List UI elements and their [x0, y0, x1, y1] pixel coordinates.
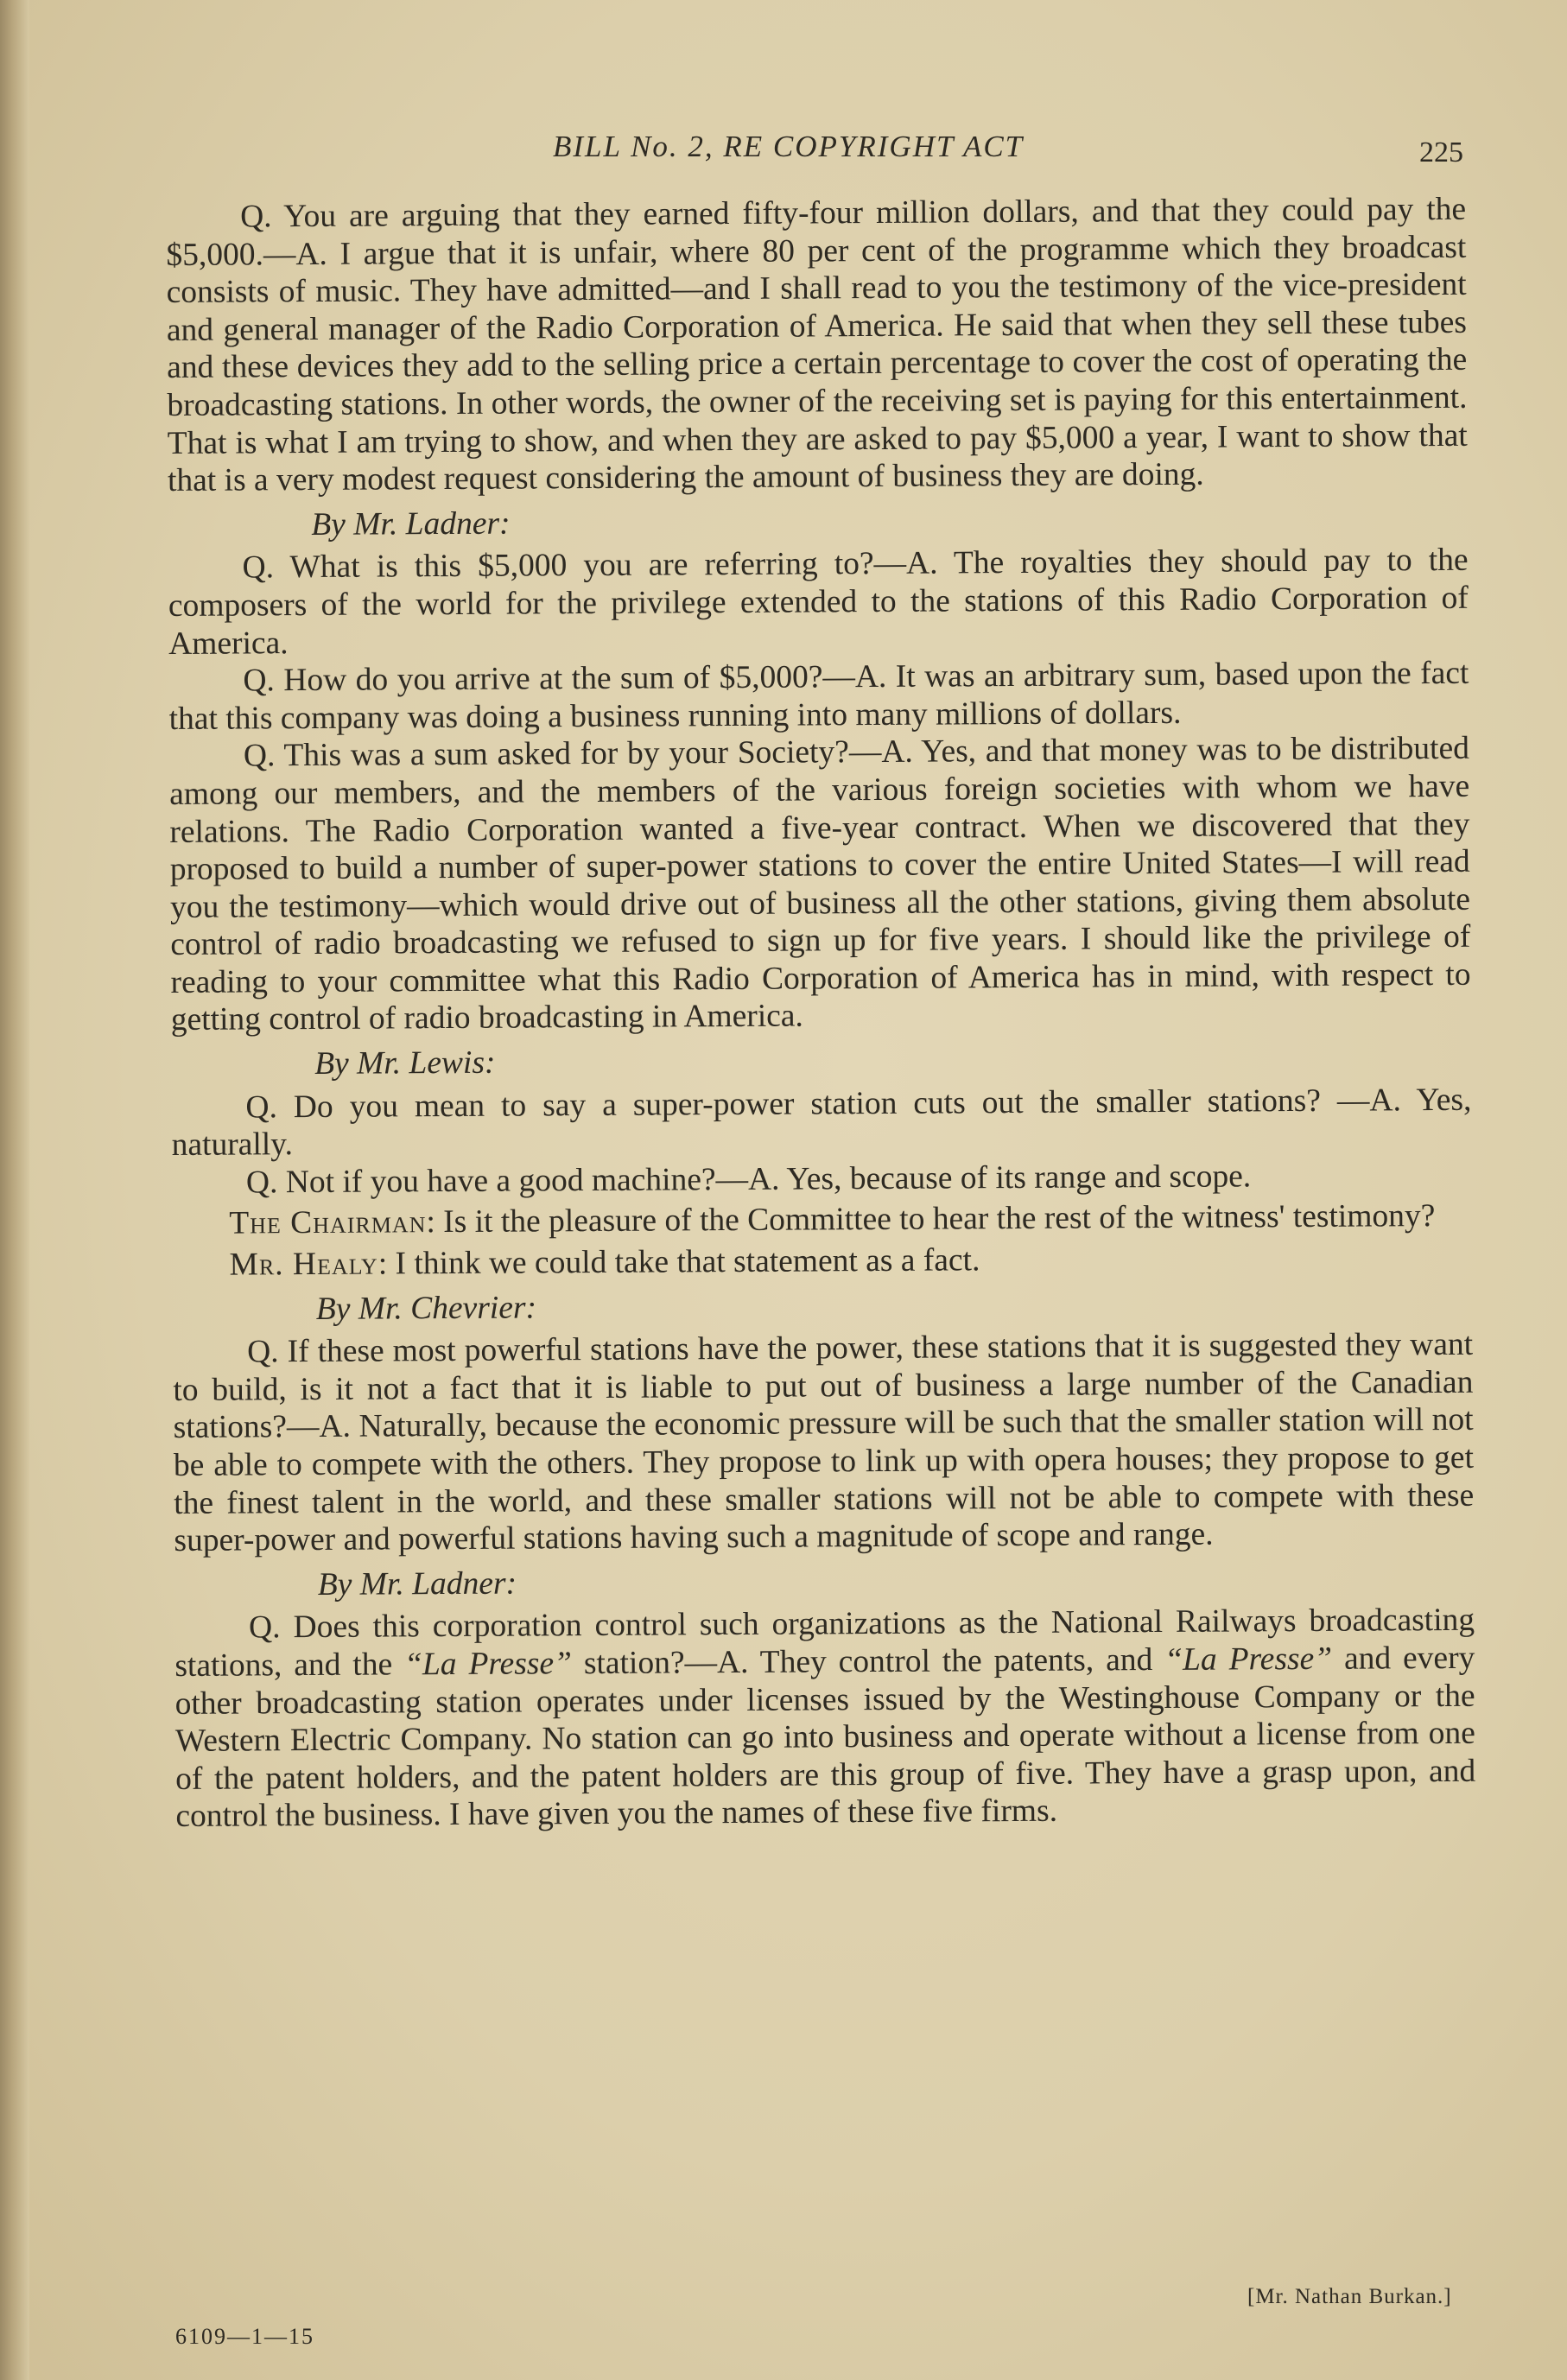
page-header: [553, 130, 1463, 173]
body-text: [166, 191, 1476, 1836]
print-reference: 6109—1—15: [175, 2324, 314, 2349]
text-run: and every other broadcasting station operates under licenses issued by the Westinghouse Company or the Western Electric Company. No station can go into business and operate without a license from one of the patent holders, and the patent holders are this group of five. They have a grasp upon, and control the business. I have given you the names of these five firms.: [174, 1640, 1476, 1835]
text-run: station?—A. They control the patents, and: [571, 1641, 1165, 1682]
witness-attribution: [Mr. Nathan Burkan.]: [1247, 2285, 1452, 2308]
speaker-name: Mr. Healy: [229, 1246, 378, 1283]
speaker-paragraph: Mr. Healy: I think we could take that statement as a fact.: [229, 1242, 980, 1283]
speaker-paragraph: The Chairman: Is it the pleasure of the Committee to hear the rest of the witness' testimony?: [229, 1198, 1436, 1242]
paragraph: Q. You are arguing that they earned fifty-four million dollars, and that they could pay the $5,000.—A. I argue that it is unfair, where 80 per cent of the programme which they broadcast consists of music. They have admitted—and I shall read to you the testimony of the vice-president and general manager of the Radio Corporation of America. He said that when they sell these tubes and these devices they add to the selling price a certain percentage to cover the cost of operating the broadcasting stations. In other words, the owner of the receiving set is paying for this entertainment. That is what I am trying to show, and when they are asked to pay $5,000 a year, I want to show that that is a very modest request considering the amount of business they are doing.: [166, 191, 1468, 499]
paragraph: Q. How do you arrive at the sum of $5,000?—A. It was an arbitrary sum, based upon the fact that this company was doing a business running into many millions of dollars.: [168, 655, 1469, 737]
examiner-heading: By Mr. Chevrier:: [315, 1290, 537, 1327]
paragraph: Q. Do you mean to say a super-power station cuts out the smaller stations? —A. Yes, naturally.: [171, 1082, 1472, 1164]
paragraph: Q. What is this $5,000 you are referring to?—A. The royalties they should pay to the composers of the world for the privilege extended to the stations of this Radio Corporation of America.: [168, 543, 1469, 662]
examiner-heading: By Mr. Ladner:: [317, 1565, 517, 1603]
running-title: BILL No. 2, RE COPYRIGHT ACT: [553, 130, 1025, 163]
italic-station-name: “La Presse”: [403, 1646, 573, 1683]
page-number: 225: [1419, 136, 1463, 168]
book-binding-edge: [0, 0, 29, 2380]
paragraph: Q. This was a sum asked for by your Society?—A. Yes, and that money was to be distributed among our members, and the members of the various foreign societies with whom we have relations. The Radio Corporation wanted a five-year contract. When we discovered that they proposed to build a number of super-power stations to cover the entire United States—I will read you the testimony—which would drive out of business all the other stations, giving them absolute control of radio broadcasting we refused to sign up for five years. I should like the privilege of reading to your committee what this Radio Corporation of America has in mind, with respect to getting control of radio broadcasting in America.: [169, 731, 1471, 1038]
text-run: Q. Does this corporation control such organizations as the National Railways broadcasting stations, and the: [174, 1603, 1475, 1684]
italic-station-name: “La Presse”: [1164, 1641, 1333, 1678]
paragraph: [174, 1602, 1476, 1836]
speaker-text: Is it the pleasure of the Committee to hear the rest of the witness' testimony?: [443, 1198, 1436, 1241]
paragraph: Q. Not if you have a good machine?—A. Yes, because of its range and scope.: [245, 1158, 1252, 1201]
speaker-text: I think we could take that statement as a fact.: [395, 1242, 980, 1282]
paragraph: Q. If these most powerful stations have the power, these stations that it is suggested they want to build, is it not a fact that it is liable to put out of business a large number of the Canadian stations?—A. Naturally, because the economic pressure will be such that the smaller station will not be able to compete with the others. They propose to link up with opera houses; they propose to get the finest talent in the world, and these smaller stations will not be able to compete with these super-power and powerful stations having such a magnitude of scope and range.: [173, 1327, 1475, 1559]
examiner-heading: By Mr. Lewis:: [314, 1044, 496, 1082]
examiner-heading: By Mr. Ladner:: [311, 505, 511, 543]
speaker-name: The Chairman: [229, 1204, 427, 1242]
